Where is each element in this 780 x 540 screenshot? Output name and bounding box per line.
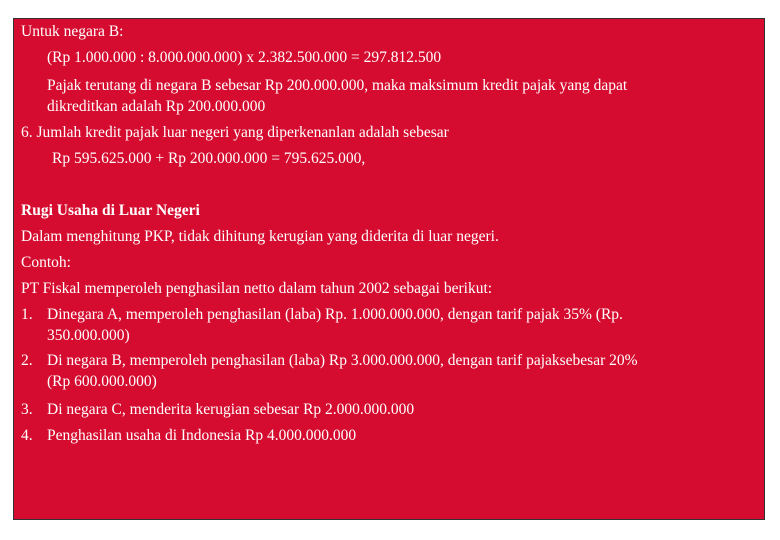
text-line: Contoh: bbox=[21, 254, 71, 271]
calculation-line: Rp 595.625.000 + Rp 200.000.000 = 795.625.000, bbox=[52, 150, 366, 167]
text-line: PT Fiskal memperoleh penghasilan netto dalam tahun 2002 sebagai berikut: bbox=[21, 280, 493, 297]
section-heading: Rugi Usaha di Luar Negeri bbox=[21, 202, 200, 219]
numbered-text-line: 6. Jumlah kredit pajak luar negeri yang diperkenanlan adalah sebesar bbox=[21, 124, 449, 141]
text-line: Dalam menghitung PKP, tidak dihitung kerugian yang diderita di luar negeri. bbox=[21, 228, 499, 245]
list-item-number: 4. bbox=[21, 427, 33, 444]
list-item-text: 350.000.000) bbox=[47, 327, 130, 344]
slide-panel bbox=[13, 18, 765, 520]
text-line: Pajak terutang di negara B sebesar Rp 200.000.000, maka maksimum kredit pajak yang dapat bbox=[47, 77, 628, 94]
list-item-number: 1. bbox=[21, 306, 33, 323]
list-item-number: 2. bbox=[21, 352, 33, 369]
text-line: Untuk negara B: bbox=[21, 23, 124, 40]
list-item-text: Penghasilan usaha di Indonesia Rp 4.000.000.000 bbox=[47, 427, 357, 444]
text-line: dikreditkan adalah Rp 200.000.000 bbox=[47, 98, 266, 115]
list-item-text: Di negara C, menderita kerugian sebesar Rp 2.000.000.000 bbox=[47, 401, 415, 418]
calculation-line: (Rp 1.000.000 : 8.000.000.000) x 2.382.500.000 = 297.812.500 bbox=[47, 49, 442, 66]
list-item-number: 3. bbox=[21, 401, 33, 418]
list-item-text: (Rp 600.000.000) bbox=[47, 373, 157, 390]
list-item-text: Di negara B, memperoleh penghasilan (laba) Rp 3.000.000.000, dengan tarif pajaksebesar 20% bbox=[47, 352, 638, 369]
list-item-text: Dinegara A, memperoleh penghasilan (laba) Rp. 1.000.000.000, dengan tarif pajak 35% (Rp. bbox=[47, 306, 623, 323]
